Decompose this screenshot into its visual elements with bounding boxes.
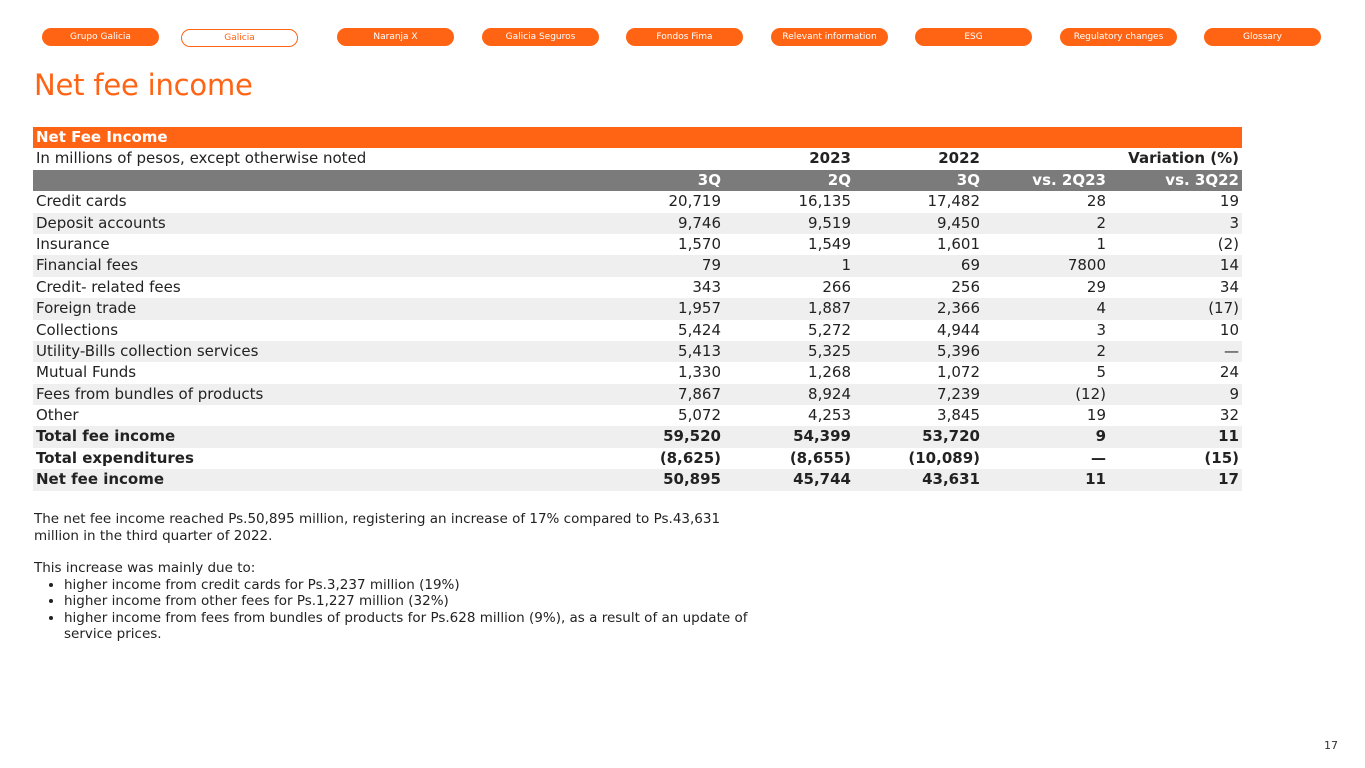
- table-cell: 5,272: [808, 320, 851, 339]
- table-cell: 4,944: [937, 320, 980, 339]
- table-row: [33, 469, 1242, 490]
- table-cell: 43,631: [922, 470, 980, 489]
- commentary: [34, 511, 754, 643]
- list-item: • higher income from credit cards for Ps.3,237 million (19%): [64, 577, 754, 594]
- table-cell: 7800: [1067, 256, 1106, 275]
- column-header: vs. 2Q23: [1032, 170, 1106, 189]
- variation-header: Variation (%): [1128, 149, 1239, 168]
- table-cell: 69: [960, 256, 980, 275]
- nav-tab-esg[interactable]: ESG: [915, 28, 1032, 46]
- nav-tab-regulatory-changes[interactable]: Regulatory changes: [1060, 28, 1177, 46]
- table-row: [33, 298, 1242, 319]
- table-cell: 14: [1219, 256, 1239, 275]
- commentary-paragraph: The net fee income reached Ps.50,895 million, registering an increase of 17% compared to Ps.43,631 million in the third quarter of 2022.: [34, 511, 721, 544]
- table-cell: 19: [1219, 192, 1239, 211]
- table-row: [33, 362, 1242, 383]
- list-item: • higher income from other fees for Ps.1,227 million (32%): [64, 593, 754, 610]
- table-row: [33, 448, 1242, 469]
- table-cell: (2): [1217, 234, 1239, 253]
- nav-tab-glossary[interactable]: Glossary: [1204, 28, 1321, 46]
- table-cell: 1,601: [937, 234, 980, 253]
- row-label: Total fee income: [36, 427, 176, 446]
- table-cell: (12): [1075, 384, 1106, 403]
- row-label: Utility-Bills collection services: [36, 341, 259, 360]
- table-cell: 34: [1219, 277, 1239, 296]
- column-header: vs. 3Q22: [1165, 170, 1239, 189]
- table-cell: (8,625): [659, 448, 721, 467]
- table-cell: 59,520: [663, 427, 721, 446]
- table-cell: 54,399: [793, 427, 851, 446]
- table-cell: 16,135: [798, 192, 851, 211]
- nav-tab-grupo-galicia[interactable]: Grupo Galicia: [42, 28, 159, 46]
- table-title-row: [33, 127, 1242, 148]
- table-cell: 3,845: [937, 406, 980, 425]
- table-cell: (17): [1208, 299, 1239, 318]
- table-cell: 343: [692, 277, 721, 296]
- table-cell: 4,253: [808, 406, 851, 425]
- table-cell: (10,089): [908, 448, 980, 467]
- table-cell: 32: [1219, 406, 1239, 425]
- column-header: 3Q: [956, 170, 980, 189]
- table-cell: 10: [1219, 320, 1239, 339]
- table-title: Net Fee Income: [36, 128, 168, 146]
- table-cell: 19: [1086, 406, 1106, 425]
- table-cell: 5,424: [678, 320, 721, 339]
- table-cell: 1: [1096, 234, 1106, 253]
- row-label: Insurance: [36, 234, 110, 253]
- table-row: [33, 234, 1242, 255]
- table-cell: 24: [1219, 363, 1239, 382]
- table-cell: 5,396: [937, 341, 980, 360]
- row-label: Credit- related fees: [36, 277, 181, 296]
- year-2023-header: 2023: [809, 149, 851, 168]
- table-cell: 7,239: [937, 384, 980, 403]
- table-row: [33, 320, 1242, 341]
- table-cell: 79: [701, 256, 721, 275]
- net-fee-income-table: [33, 127, 1242, 491]
- table-cell: 1,072: [937, 363, 980, 382]
- table-row: [33, 277, 1242, 298]
- table-cell: 256: [951, 277, 980, 296]
- row-label: Credit cards: [36, 192, 127, 211]
- table-cell: 20,719: [668, 192, 721, 211]
- row-label: Deposit accounts: [36, 213, 166, 232]
- table-row: [33, 405, 1242, 426]
- table-cell: 53,720: [922, 427, 980, 446]
- table-cell: (15): [1204, 448, 1239, 467]
- row-label: Mutual Funds: [36, 363, 137, 382]
- list-item: • higher income from fees from bundles of products for Ps.628 million (9%), as a result of an update of service prices.: [64, 610, 754, 643]
- nav-tab-naranja-x[interactable]: Naranja X: [337, 28, 454, 46]
- table-subtitle: In millions of pesos, except otherwise noted: [36, 149, 367, 168]
- table-cell: 3: [1229, 213, 1239, 232]
- page-number: 17: [1324, 739, 1338, 752]
- table-cell: 17,482: [927, 192, 980, 211]
- table-cell: 11: [1085, 470, 1106, 489]
- table-cell: 1,887: [808, 299, 851, 318]
- table-cell: 45,744: [793, 470, 851, 489]
- nav-tab-relevant-information[interactable]: Relevant information: [771, 28, 888, 46]
- table-cell: 1,330: [678, 363, 721, 382]
- table-row: [33, 255, 1242, 276]
- table-row: [33, 384, 1242, 405]
- table-cell: 1: [841, 256, 851, 275]
- column-header: 2Q: [827, 170, 851, 189]
- top-navigation: [42, 28, 1321, 47]
- column-header: 3Q: [697, 170, 721, 189]
- table-cell: 9,450: [937, 213, 980, 232]
- nav-tab-fondos-fima[interactable]: Fondos Fima: [626, 28, 743, 46]
- table-cell: 5: [1096, 363, 1106, 382]
- table-cell: 2: [1096, 341, 1106, 360]
- table-row: [33, 426, 1242, 447]
- nav-tab-galicia[interactable]: Galicia: [181, 29, 298, 47]
- table-cell: 9,746: [678, 213, 721, 232]
- nav-tab-galicia-seguros[interactable]: Galicia Seguros: [482, 28, 599, 46]
- row-label: Foreign trade: [36, 299, 137, 318]
- table-cell: 9,519: [808, 213, 851, 232]
- table-cell: 5,325: [808, 341, 851, 360]
- table-cell: 5,413: [678, 341, 721, 360]
- table-cell: 50,895: [663, 470, 721, 489]
- table-cell: —: [1091, 448, 1106, 467]
- table-cell: 17: [1218, 470, 1239, 489]
- table-cell: 1,268: [808, 363, 851, 382]
- page-title: Net fee income: [34, 68, 253, 102]
- table-cell: 28: [1086, 192, 1106, 211]
- table-cell: 1,549: [808, 234, 851, 253]
- column-header-row: [33, 170, 1242, 191]
- table-cell: 11: [1218, 427, 1239, 446]
- table-cell: 1,570: [678, 234, 721, 253]
- year-2022-header: 2022: [938, 149, 980, 168]
- table-row: [33, 191, 1242, 212]
- table-row: [33, 341, 1242, 362]
- commentary-intro: This increase was mainly due to:: [34, 560, 256, 576]
- row-label: Fees from bundles of products: [36, 384, 264, 403]
- table-cell: 29: [1086, 277, 1106, 296]
- table-cell: 7,867: [678, 384, 721, 403]
- table-subheader-row: [33, 148, 1242, 169]
- table-cell: 5,072: [678, 406, 721, 425]
- row-label: Other: [36, 406, 79, 425]
- table-cell: 1,957: [678, 299, 721, 318]
- row-label: Collections: [36, 320, 119, 339]
- commentary-bullets: [34, 577, 754, 643]
- table-cell: 2: [1096, 213, 1106, 232]
- table-row: [33, 213, 1242, 234]
- row-label: Financial fees: [36, 256, 139, 275]
- table-cell: 266: [822, 277, 851, 296]
- table-cell: 9: [1229, 384, 1239, 403]
- table-cell: 8,924: [808, 384, 851, 403]
- table-cell: 3: [1096, 320, 1106, 339]
- table-cell: (8,655): [789, 448, 851, 467]
- table-body: [33, 191, 1242, 490]
- row-label: Net fee income: [36, 470, 165, 489]
- table-cell: 4: [1096, 299, 1106, 318]
- row-label: Total expenditures: [36, 448, 194, 467]
- table-cell: —: [1224, 341, 1239, 360]
- table-cell: 9: [1095, 427, 1106, 446]
- table-cell: 2,366: [937, 299, 980, 318]
